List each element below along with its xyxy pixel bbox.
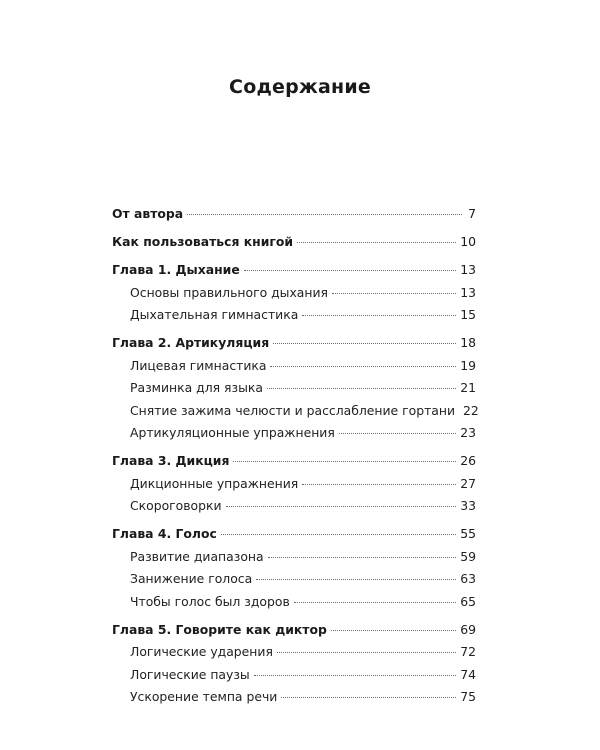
toc-section-entry[interactable] — [112, 400, 479, 423]
toc-section-entry[interactable] — [112, 473, 476, 496]
toc-entry-label: Занижение голоса — [130, 571, 253, 586]
dot-leader — [273, 343, 456, 344]
toc-entry-label: Дикционные упражнения — [130, 475, 299, 491]
toc-entry-label: Лицевая гимнастика — [130, 357, 267, 373]
dot-leader — [233, 461, 456, 462]
toc-section-entry[interactable] — [112, 546, 476, 569]
dot-leader — [302, 484, 456, 485]
dot-leader — [294, 602, 456, 603]
toc-section-entry[interactable] — [112, 568, 476, 591]
toc-entry-label: Как пользоваться книгой — [112, 234, 294, 249]
dot-leader — [267, 388, 456, 389]
toc-section-entry[interactable] — [112, 377, 476, 400]
toc-entry-page-number: 27 — [460, 475, 476, 491]
toc-section-entry[interactable] — [112, 304, 476, 327]
toc-entry-label: Основы правильного дыхания — [130, 284, 329, 300]
toc-chapter-entry[interactable] — [112, 450, 476, 473]
toc-entry-page-number: 74 — [460, 666, 476, 682]
toc-entry-page-number: 59 — [460, 548, 476, 564]
toc-entry-page-number: 7 — [468, 206, 476, 221]
toc-entry-page-number: 55 — [460, 526, 476, 541]
toc-entry-label: Развитие диапазона — [130, 548, 264, 564]
toc-section-entry[interactable] — [112, 282, 476, 305]
dot-leader — [256, 579, 456, 580]
toc-entry-label: От автора — [112, 206, 184, 221]
toc-entry-label: Глава 1. Дыхание — [112, 262, 240, 277]
toc-entry-page-number: 18 — [460, 335, 476, 350]
toc-entry-page-number: 13 — [460, 284, 476, 300]
toc-section-entry[interactable] — [112, 664, 476, 687]
toc-section-entry[interactable] — [112, 686, 476, 709]
toc-section-entry[interactable] — [112, 591, 476, 614]
toc-entry-page-number: 23 — [460, 425, 476, 440]
dot-leader — [302, 315, 456, 316]
toc-chapter-entry[interactable] — [112, 332, 476, 355]
toc-section-entry[interactable] — [112, 641, 476, 664]
toc-entry-page-number: 26 — [460, 453, 476, 468]
dot-leader — [277, 652, 456, 653]
toc-entry-label: Разминка для языка — [130, 380, 263, 395]
page-title: Содержание — [229, 76, 371, 98]
toc-entry-page-number: 15 — [460, 307, 476, 322]
table-of-contents — [112, 203, 479, 709]
toc-entry-label: Ускорение темпа речи — [130, 689, 278, 704]
toc-entry-page-number: 10 — [460, 234, 476, 249]
toc-chapter-entry[interactable] — [112, 231, 476, 254]
toc-chapter-entry[interactable] — [112, 619, 476, 642]
toc-entry-label: Скороговорки — [130, 498, 222, 513]
toc-entry-label: Глава 5. Говорите как диктор — [112, 621, 327, 637]
toc-entry-label: Чтобы голос был здоров — [130, 593, 290, 609]
toc-entry-page-number: 75 — [460, 689, 476, 704]
toc-entry-page-number: 13 — [460, 262, 476, 277]
dot-leader — [297, 242, 456, 243]
dot-leader — [332, 293, 456, 294]
dot-leader — [339, 433, 456, 434]
dot-leader — [187, 214, 462, 215]
toc-entry-page-number: 21 — [460, 380, 476, 395]
toc-chapter-entry[interactable] — [112, 259, 476, 282]
toc-chapter-entry[interactable] — [112, 203, 476, 226]
toc-entry-label: Снятие зажима челюсти и расслабление гортани — [130, 402, 456, 418]
dot-leader — [254, 675, 457, 676]
toc-entry-label: Артикуляционные упражнения — [130, 425, 335, 440]
toc-entry-page-number: 72 — [460, 644, 476, 659]
toc-entry-label: Дыхательная гимнастика — [130, 307, 299, 322]
toc-section-entry[interactable] — [112, 495, 476, 518]
toc-entry-page-number: 19 — [460, 357, 476, 373]
toc-chapter-entry[interactable] — [112, 523, 476, 546]
toc-entry-page-number: 69 — [460, 621, 476, 637]
dot-leader — [281, 697, 456, 698]
dot-leader — [244, 270, 456, 271]
dot-leader — [331, 630, 456, 631]
dot-leader — [221, 534, 456, 535]
dot-leader — [226, 506, 457, 507]
toc-entry-page-number: 33 — [460, 498, 476, 513]
toc-entry-label: Глава 2. Артикуляция — [112, 335, 270, 350]
toc-entry-label: Глава 4. Голос — [112, 526, 217, 541]
toc-entry-page-number: 65 — [460, 593, 476, 609]
toc-entry-label: Логические паузы — [130, 666, 250, 682]
toc-entry-label: Логические ударения — [130, 644, 273, 659]
toc-section-entry[interactable] — [112, 355, 476, 378]
toc-section-entry[interactable] — [112, 422, 476, 445]
dot-leader — [270, 366, 456, 367]
toc-entry-label: Глава 3. Дикция — [112, 453, 230, 468]
toc-entry-page-number: 22 — [463, 402, 479, 418]
toc-entry-page-number: 63 — [460, 571, 476, 586]
dot-leader — [268, 557, 457, 558]
